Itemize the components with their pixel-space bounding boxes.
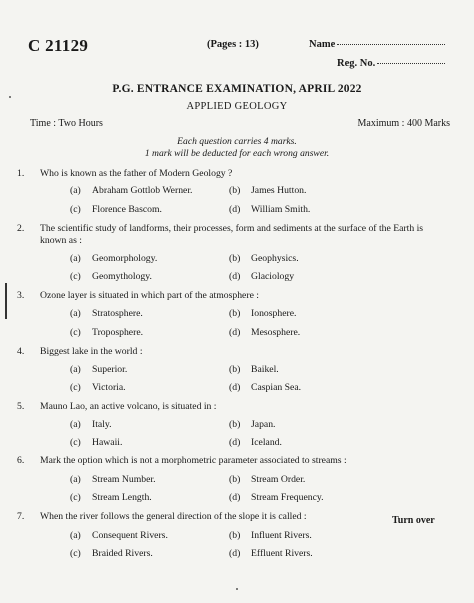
option-text: Influent Rivers. bbox=[251, 530, 312, 541]
option-label: (b) bbox=[229, 419, 241, 430]
q3-option-c bbox=[70, 327, 143, 338]
option-text: Geophysics. bbox=[251, 253, 299, 264]
question-3 bbox=[17, 290, 444, 302]
option-text: Italy. bbox=[92, 419, 112, 430]
option-label: (b) bbox=[229, 364, 241, 375]
q6-option-d bbox=[229, 492, 324, 503]
option-text: Florence Bascom. bbox=[92, 204, 162, 215]
q4-option-a bbox=[70, 364, 127, 375]
page-count: (Pages : 13) bbox=[207, 39, 259, 50]
option-text: Geomythology. bbox=[92, 271, 152, 282]
question-text: Mark the option which is not a morphometric parameter associated to streams : bbox=[40, 455, 347, 466]
option-label: (d) bbox=[229, 271, 241, 282]
question-2 bbox=[17, 223, 444, 247]
q2-option-d bbox=[229, 271, 294, 282]
option-text: Stream Frequency. bbox=[251, 492, 324, 503]
option-text: Hawaii. bbox=[92, 437, 123, 448]
subject-title: APPLIED GEOLOGY bbox=[186, 101, 288, 112]
option-text: Stream Order. bbox=[251, 474, 306, 485]
q4-option-d bbox=[229, 382, 301, 393]
q1-option-a bbox=[70, 185, 192, 196]
name-blank-line bbox=[337, 44, 445, 45]
q5-option-a bbox=[70, 419, 112, 430]
option-label: (d) bbox=[229, 382, 241, 393]
question-number: 3. bbox=[17, 290, 25, 301]
option-label: (c) bbox=[70, 548, 81, 559]
turn-over-note: Turn over bbox=[392, 515, 435, 526]
option-label: (b) bbox=[229, 185, 241, 196]
option-text: Troposphere. bbox=[92, 327, 144, 338]
q1-option-d bbox=[229, 204, 310, 215]
option-text: Ionosphere. bbox=[251, 308, 297, 319]
option-text: Effluent Rivers. bbox=[251, 548, 313, 559]
q4-option-b bbox=[229, 364, 279, 375]
time-allowed: Time : Two Hours bbox=[30, 118, 103, 129]
option-text: Abraham Gottlob Werner. bbox=[92, 185, 193, 196]
option-text: James Hutton. bbox=[251, 185, 307, 196]
option-text: Japan. bbox=[251, 419, 276, 430]
q3-option-b bbox=[229, 308, 296, 319]
name-field bbox=[309, 39, 445, 50]
option-label: (d) bbox=[229, 437, 241, 448]
question-text: Ozone layer is situated in which part of the atmosphere : bbox=[40, 290, 259, 301]
option-label: (a) bbox=[70, 308, 81, 319]
q2-option-b bbox=[229, 253, 299, 264]
option-label: (a) bbox=[70, 474, 81, 485]
margin-pen-mark bbox=[5, 283, 7, 319]
question-text: The scientific study of landforms, their processes, form and sediments at the surface of the Earth is known as : bbox=[40, 223, 424, 246]
q6-option-c bbox=[70, 492, 152, 503]
option-text: William Smith. bbox=[251, 204, 311, 215]
q6-option-a bbox=[70, 474, 156, 485]
question-5 bbox=[17, 401, 444, 413]
q7-option-c bbox=[70, 548, 153, 559]
question-number: 7. bbox=[17, 511, 25, 522]
question-1 bbox=[17, 168, 444, 180]
instruction-negative: 1 mark will be deducted for each wrong answer. bbox=[144, 148, 330, 159]
option-label: (c) bbox=[70, 382, 81, 393]
scan-speck bbox=[9, 96, 11, 98]
q4-option-c bbox=[70, 382, 126, 393]
regno-blank-line bbox=[377, 63, 445, 64]
option-label: (d) bbox=[229, 492, 241, 503]
option-label: (c) bbox=[70, 204, 81, 215]
q1-option-c bbox=[70, 204, 162, 215]
option-text: Stream Length. bbox=[92, 492, 152, 503]
question-number: 4. bbox=[17, 346, 25, 357]
option-text: Geomorphology. bbox=[92, 253, 158, 264]
q5-option-b bbox=[229, 419, 275, 430]
q2-option-c bbox=[70, 271, 152, 282]
option-text: Iceland. bbox=[251, 437, 282, 448]
question-4 bbox=[17, 346, 444, 358]
maximum-marks: Maximum : 400 Marks bbox=[357, 118, 450, 129]
option-label: (b) bbox=[229, 308, 241, 319]
q7-option-d bbox=[229, 548, 313, 559]
option-label: (d) bbox=[229, 327, 241, 338]
q2-option-a bbox=[70, 253, 157, 264]
question-number: 2. bbox=[17, 223, 25, 234]
option-text: Caspian Sea. bbox=[251, 382, 302, 393]
q3-option-d bbox=[229, 327, 300, 338]
q7-option-a bbox=[70, 530, 168, 541]
option-text: Mesosphere. bbox=[251, 327, 301, 338]
option-label: (b) bbox=[229, 474, 241, 485]
question-text: Mauno Lao, an active volcano, is situated in : bbox=[40, 401, 217, 412]
option-text: Baikel. bbox=[251, 364, 279, 375]
option-text: Superior. bbox=[92, 364, 128, 375]
question-number: 6. bbox=[17, 455, 25, 466]
q5-option-d bbox=[229, 437, 282, 448]
question-text: Biggest lake in the world : bbox=[40, 346, 143, 357]
question-text: When the river follows the general direction of the slope it is called : bbox=[40, 511, 307, 522]
q1-option-b bbox=[229, 185, 306, 196]
option-label: (a) bbox=[70, 419, 81, 430]
option-label: (d) bbox=[229, 548, 241, 559]
regno-field bbox=[337, 58, 445, 69]
option-text: Consequent Rivers. bbox=[92, 530, 168, 541]
option-label: (c) bbox=[70, 492, 81, 503]
option-label: (b) bbox=[229, 530, 241, 541]
paper-code: C 21129 bbox=[28, 36, 89, 55]
scan-speck bbox=[236, 588, 238, 590]
question-text: Who is known as the father of Modern Geology ? bbox=[40, 168, 233, 179]
option-label: (a) bbox=[70, 253, 81, 264]
q3-option-a bbox=[70, 308, 143, 319]
option-text: Braided Rivers. bbox=[92, 548, 153, 559]
q7-option-b bbox=[229, 530, 312, 541]
question-6 bbox=[17, 455, 444, 467]
option-label: (c) bbox=[70, 437, 81, 448]
option-label: (d) bbox=[229, 204, 241, 215]
question-number: 1. bbox=[17, 168, 25, 179]
option-text: Victoria. bbox=[92, 382, 126, 393]
option-label: (a) bbox=[70, 185, 81, 196]
name-label: Name bbox=[309, 39, 336, 50]
exam-title: P.G. ENTRANCE EXAMINATION, APRIL 2022 bbox=[112, 83, 362, 95]
question-7 bbox=[17, 511, 444, 523]
option-label: (c) bbox=[70, 271, 81, 282]
regno-label: Reg. No. bbox=[337, 58, 376, 69]
question-number: 5. bbox=[17, 401, 25, 412]
instruction-marks: Each question carries 4 marks. bbox=[177, 136, 297, 147]
option-label: (a) bbox=[70, 364, 81, 375]
option-label: (c) bbox=[70, 327, 81, 338]
option-label: (b) bbox=[229, 253, 241, 264]
option-text: Stream Number. bbox=[92, 474, 156, 485]
option-text: Stratosphere. bbox=[92, 308, 143, 319]
option-label: (a) bbox=[70, 530, 81, 541]
q5-option-c bbox=[70, 437, 122, 448]
q6-option-b bbox=[229, 474, 305, 485]
option-text: Glaciology bbox=[251, 271, 295, 282]
